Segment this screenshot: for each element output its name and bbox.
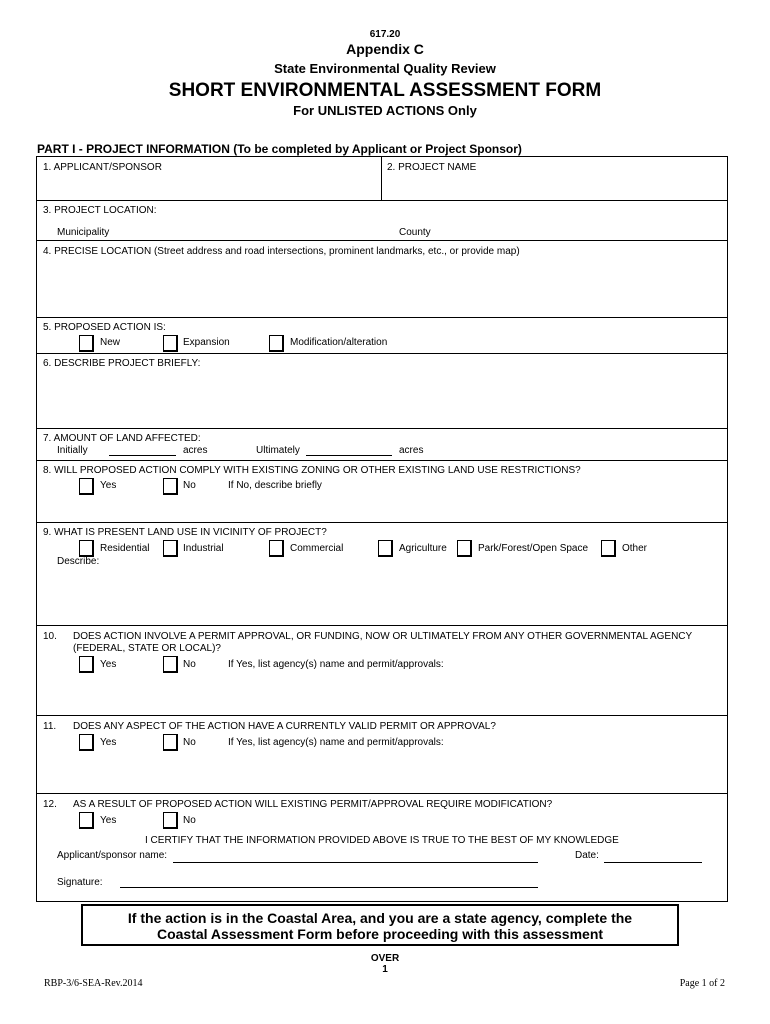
option-expansion-label: Expansion [183, 337, 230, 348]
county-label: County [399, 227, 431, 238]
initially-label: Initially [57, 445, 88, 456]
project-name-input[interactable] [386, 176, 726, 198]
checkbox-park-forest[interactable] [457, 540, 472, 557]
ultimately-acres-input[interactable] [306, 442, 396, 457]
q8-yes-checkbox[interactable] [79, 478, 94, 495]
q8-yes-label: Yes [100, 480, 117, 491]
form-id: RBP-3/6-SEA-Rev.2014 [44, 978, 143, 989]
q11-number: 11. [43, 721, 57, 732]
q11-agencies-input[interactable] [56, 754, 726, 794]
initially-acres-input[interactable] [109, 442, 180, 457]
q8-description-input[interactable] [56, 497, 726, 523]
checkbox-new[interactable] [79, 335, 94, 352]
part1-heading: PART I - PROJECT INFORMATION (To be completed by Applicant or Project Sponsor) [37, 142, 522, 156]
over-label: OVER [370, 953, 400, 964]
option-commercial-label: Commercial [290, 543, 344, 554]
q10-yes-label: Yes [100, 659, 117, 670]
form-title: SHORT ENVIRONMENTAL ASSESSMENT FORM [168, 80, 602, 101]
project-description-input[interactable] [42, 372, 726, 428]
divider [36, 460, 728, 461]
q5-label: 5. PROPOSED ACTION IS: [43, 322, 166, 333]
coastal-notice-box [81, 904, 679, 946]
signature-label: Signature: [57, 877, 103, 888]
divider [381, 156, 382, 200]
q10-no-checkbox[interactable] [163, 656, 178, 673]
q8-ifno-label: If No, describe briefly [228, 480, 322, 491]
option-park-forest-label: Park/Forest/Open Space [478, 543, 589, 554]
ultimately-label: Ultimately [256, 445, 300, 456]
form-subtitle: For UNLISTED ACTIONS Only [293, 103, 477, 118]
q10-ifyes-label: If Yes, list agency(s) name and permit/approvals: [228, 659, 444, 670]
municipality-input[interactable] [120, 224, 384, 241]
county-input[interactable] [440, 224, 724, 241]
q8-no-checkbox[interactable] [163, 478, 178, 495]
q12-no-checkbox[interactable] [163, 812, 178, 829]
q8-label: 8. WILL PROPOSED ACTION COMPLY WITH EXISTING ZONING OR OTHER EXISTING LAND USE RESTRICTIONS? [43, 465, 581, 476]
divider [36, 353, 728, 354]
q12-number: 12. [43, 799, 57, 810]
signature-input[interactable] [120, 873, 542, 889]
divider [36, 200, 728, 201]
q11-label: DOES ANY ASPECT OF THE ACTION HAVE A CURRENTLY VALID PERMIT OR APPROVAL? [73, 721, 496, 732]
q2-label: 2. PROJECT NAME [387, 162, 477, 173]
q11-no-label: No [183, 737, 196, 748]
q3-label: 3. PROJECT LOCATION: [43, 205, 157, 216]
q9-describe-label: Describe: [57, 556, 100, 567]
q9-description-input[interactable] [56, 570, 726, 626]
q12-yes-checkbox[interactable] [79, 812, 94, 829]
q10-label: DOES ACTION INVOLVE A PERMIT APPROVAL, OR FUNDING, NOW OR ULTIMATELY FROM ANY OTHER GOVERNMENTAL AGENCY [73, 631, 693, 642]
checkbox-modification[interactable] [269, 335, 284, 352]
appendix-title: Appendix C [346, 41, 424, 57]
checkbox-other[interactable] [601, 540, 616, 557]
section-number: 617.20 [369, 29, 401, 40]
precise-location-input[interactable] [42, 262, 726, 318]
certification-statement: I CERTIFY THAT THE INFORMATION PROVIDED ABOVE IS TRUE TO THE BEST OF MY KNOWLEDGE [145, 835, 619, 846]
q9-label: 9. WHAT IS PRESENT LAND USE IN VICINITY OF PROJECT? [43, 527, 327, 538]
acres-label: acres [399, 445, 424, 456]
date-label: Date: [575, 850, 599, 861]
checkbox-industrial[interactable] [163, 540, 178, 557]
municipality-label: Municipality [57, 227, 110, 238]
agency-title: State Environmental Quality Review [274, 61, 496, 76]
q12-yes-label: Yes [100, 815, 117, 826]
q11-no-checkbox[interactable] [163, 734, 178, 751]
q11-yes-checkbox[interactable] [79, 734, 94, 751]
date-input[interactable] [604, 848, 706, 864]
checkbox-commercial[interactable] [269, 540, 284, 557]
option-new-label: New [100, 337, 121, 348]
applicant-name-input[interactable] [173, 848, 542, 864]
q10-label-cont: (FEDERAL, STATE OR LOCAL)? [73, 643, 221, 654]
coastal-notice-line2: Coastal Assessment Form before proceeding with this assessment [156, 926, 604, 942]
applicant-sponsor-input[interactable] [42, 176, 380, 198]
q4-label: 4. PRECISE LOCATION (Street address and road intersections, prominent landmarks, etc., or provide map) [43, 246, 520, 257]
q12-label: AS A RESULT OF PROPOSED ACTION WILL EXISTING PERMIT/APPROVAL REQUIRE MODIFICATION? [73, 799, 553, 810]
q7-label: 7. AMOUNT OF LAND AFFECTED: [43, 433, 201, 444]
q6-label: 6. DESCRIBE PROJECT BRIEFLY: [43, 358, 201, 369]
checkbox-expansion[interactable] [163, 335, 178, 352]
option-modification-label: Modification/alteration [290, 337, 388, 348]
q10-number: 10. [43, 631, 57, 642]
q12-no-label: No [183, 815, 196, 826]
q11-yes-label: Yes [100, 737, 117, 748]
page-number: 1 [382, 964, 388, 975]
q10-yes-checkbox[interactable] [79, 656, 94, 673]
applicant-name-label: Applicant/sponsor name: [57, 850, 168, 861]
checkbox-agriculture[interactable] [378, 540, 393, 557]
q8-no-label: No [183, 480, 196, 491]
page-of: Page 1 of 2 [679, 978, 725, 989]
q10-agencies-input[interactable] [56, 676, 726, 716]
checkbox-residential[interactable] [79, 540, 94, 557]
option-other-label: Other [622, 543, 648, 554]
coastal-notice-line1: If the action is in the Coastal Area, and you are a state agency, complete the [127, 910, 633, 926]
q10-no-label: No [183, 659, 196, 670]
acres-label: acres [183, 445, 208, 456]
option-agriculture-label: Agriculture [399, 543, 447, 554]
option-industrial-label: Industrial [183, 543, 224, 554]
divider [36, 428, 728, 429]
q11-ifyes-label: If Yes, list agency(s) name and permit/approvals: [228, 737, 444, 748]
option-residential-label: Residential [100, 543, 150, 554]
q1-label: 1. APPLICANT/SPONSOR [43, 162, 162, 173]
